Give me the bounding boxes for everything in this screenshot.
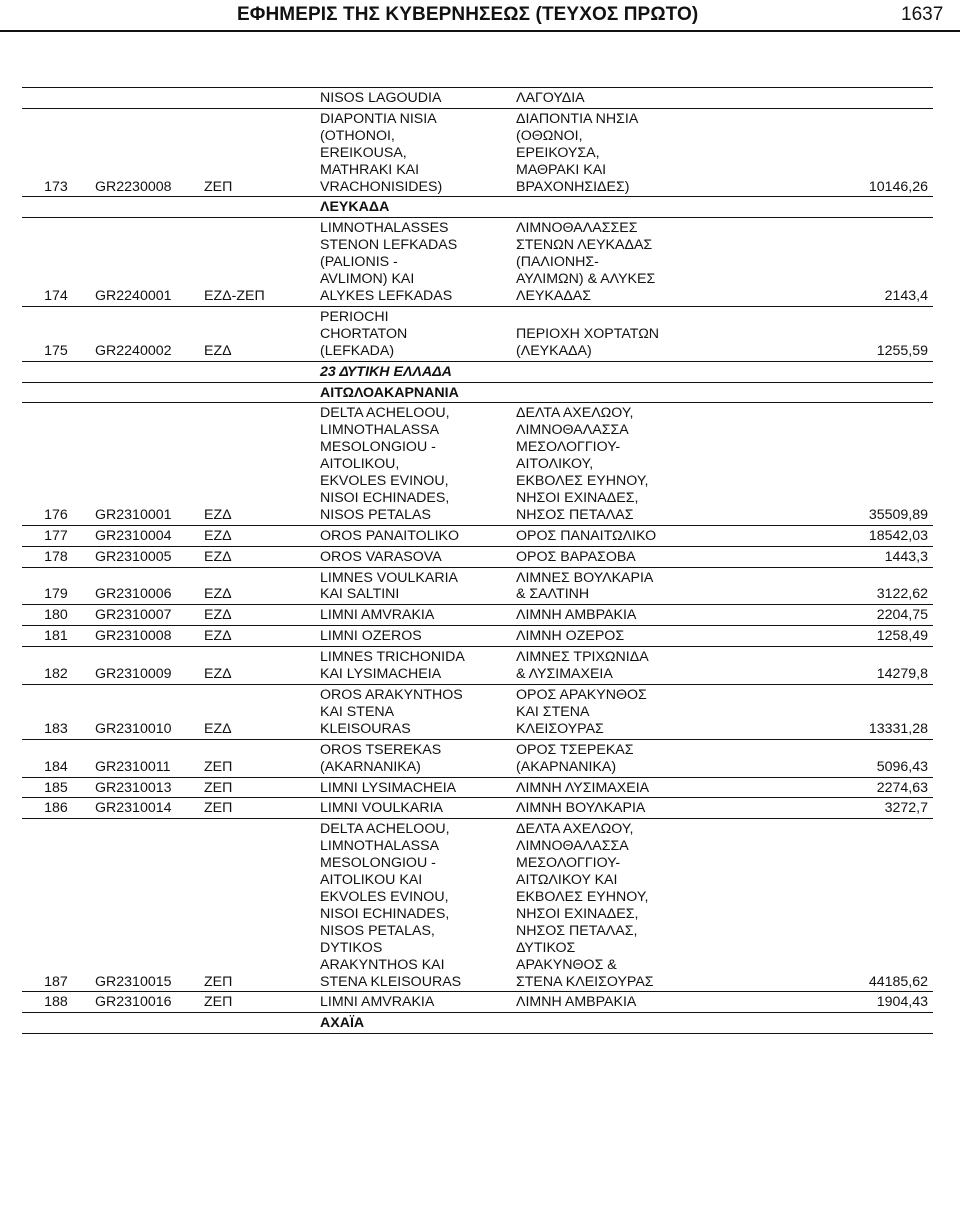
site-code: GR2310008: [95, 628, 172, 645]
site-number: 182: [44, 666, 68, 683]
site-name-latin: LIMNOTHALASSES STENON LEFKADAS (PALIONIS - AVLIMON) KAI ALYKES LEFKADAS: [320, 220, 458, 304]
region-row: [22, 197, 933, 218]
empty-cell: [511, 1013, 745, 1034]
site-name-latin: DELTA ACHELOOU, LIMNOTHALASSA MESOLONGIOU - AITOLIKOU KAI EKVOLES EVINOU, NISOI ECHINADES, NISOS PETALAS, DYTIKOS ARAKYNTHOS KAI STENA KLEISOURAS: [320, 821, 462, 990]
site-name-latin: DELTA ACHELOOU, LIMNOTHALASSA MESOLONGIOU - AITOLIKOU, EKVOLES EVINOU, NISOI ECHINADES, NISOS PETALAS: [320, 405, 450, 523]
site-name-greek: ΛΙΜΝΟΘΑΛΑΣΣΕΣ ΣΤΕΝΩΝ ΛΕΥΚΑΔΑΣ (ΠΑΛΙΟΝΗΣ- ΑΥΛΙΜΩΝ) & ΑΛΥΚΕΣ ΛΕΥΚΑΔΑΣ: [516, 220, 656, 304]
site-number: 185: [44, 779, 68, 796]
table-row: [22, 605, 933, 626]
gazette-title: ΕΦΗΜΕΡΙΣ ΤΗΣ ΚΥΒΕΡΝΗΣΕΩΣ (ΤΕΥΧΟΣ ΠΡΩΤΟ): [237, 4, 699, 25]
site-code: GR2240002: [95, 342, 172, 359]
site-area: 1904,43: [876, 994, 928, 1011]
empty-cell: [22, 197, 90, 218]
empty-cell: [199, 382, 315, 403]
empty-cell: [511, 382, 745, 403]
page-header: [0, 0, 960, 30]
site-area: 2143,4: [884, 287, 928, 304]
site-name-latin: DIAPONTIA NISIA (OTHONOI, EREIKOUSA, MATHRAKI KAI VRACHONISIDES): [320, 110, 443, 195]
site-name-greek: ΔΕΛΤΑ ΑΧΕΛΩΟΥ, ΛΙΜΝΟΘΑΛΑΣΣΑ ΜΕΣΟΛΟΓΓΙΟΥ- ΑΙΤΟΛΙΚΟΥ, ΕΚΒΟΛΕΣ ΕΥΗΝΟΥ, ΝΗΣΟΙ ΕΧΙΝΑΔΕΣ, ΝΗΣΟΣ ΠΕΤΑΛΑΣ: [516, 405, 649, 523]
site-name-latin: LIMNES TRICHONIDA KAI LYSIMACHEIA: [320, 649, 465, 683]
site-code: GR2310005: [95, 548, 172, 565]
empty-cell: [90, 197, 199, 218]
table-row: [22, 108, 933, 197]
site-code: GR2310006: [95, 586, 172, 603]
empty-cell: [511, 361, 745, 382]
site-code: GR2310016: [95, 994, 172, 1011]
site-area: 3122,62: [876, 586, 928, 603]
table-row: [22, 546, 933, 567]
site-code: GR2310010: [95, 720, 172, 737]
site-number: 184: [44, 758, 68, 775]
site-number: 176: [44, 506, 68, 523]
site-area: 1258,49: [876, 628, 928, 645]
table-row: [22, 403, 933, 525]
site-name-greek: ΛΙΜΝΕΣ ΤΡΙΧΩΝΙΔΑ & ΛΥΣΙΜΑΧΕΙΑ: [516, 649, 649, 683]
empty-cell: [745, 197, 933, 218]
site-number: 179: [44, 586, 68, 603]
empty-cell: [90, 382, 199, 403]
empty-cell: [22, 361, 90, 382]
table-row: [22, 647, 933, 685]
site-name-latin: LIMNI AMVRAKIA: [320, 994, 435, 1011]
site-code: GR2310015: [95, 973, 172, 990]
table-row: [22, 567, 933, 605]
site-area: 18542,03: [868, 527, 928, 544]
site-number: 178: [44, 548, 68, 565]
table-row: [22, 777, 933, 798]
site-name-greek: ΛΙΜΝΗ ΑΜΒΡΑΚΙΑ: [516, 607, 637, 624]
site-type: ΖΕΠ: [204, 758, 233, 775]
site-code: GR2310014: [95, 800, 172, 817]
site-number: 175: [44, 342, 68, 359]
site-name-greek: ΛΙΜΝΕΣ ΒΟΥΛΚΑΡΙΑ & ΣΑΛΤΙΝΗ: [516, 569, 654, 603]
site-number: 187: [44, 973, 68, 990]
site-number: [22, 88, 90, 109]
empty-cell: [90, 1013, 199, 1034]
site-number: 188: [44, 994, 68, 1011]
site-name-greek: ΟΡΟΣ ΑΡΑΚΥΝΘΟΣ ΚΑΙ ΣΤΕΝΑ ΚΛΕΙΣΟΥΡΑΣ: [516, 687, 647, 737]
site-type: ΖΕΠ: [204, 973, 233, 990]
subregion-row: [22, 361, 933, 382]
site-code: GR2230008: [95, 178, 172, 195]
site-type: ΖΕΠ: [204, 800, 233, 817]
table-row: [22, 819, 933, 992]
site-number: 181: [44, 628, 68, 645]
header-rule: [0, 30, 960, 32]
site-code: GR2310009: [95, 666, 172, 683]
site-name-greek: ΟΡΟΣ ΠΑΝΑΙΤΩΛΙΚΟ: [516, 527, 657, 544]
site-name-greek: ΔΕΛΤΑ ΑΧΕΛΩΟΥ, ΛΙΜΝΟΘΑΛΑΣΣΑ ΜΕΣΟΛΟΓΓΙΟΥ- ΑΙΤΩΛΙΚΟΥ ΚΑΙ ΕΚΒΟΛΕΣ ΕΥΗΝΟΥ, ΝΗΣΟΙ ΕΧΙΝΑΔΕΣ, ΝΗΣΟΣ ΠΕΤΑΛΑΣ, ΔΥΤΙΚΟΣ ΑΡΑΚΥΝΘΟΣ & ΣΤΕΝΑ ΚΛΕΙΣΟΥΡΑΣ: [516, 821, 654, 990]
protected-sites-table: [22, 87, 933, 1034]
empty-cell: [199, 361, 315, 382]
site-type: ΕΖΔ: [204, 506, 232, 523]
site-name-greek: ΟΡΟΣ ΒΑΡΑΣΟΒΑ: [516, 548, 636, 565]
site-number: 186: [44, 800, 68, 817]
site-name-greek: ΛΙΜΝΗ ΛΥΣΙΜΑΧΕΙΑ: [516, 779, 650, 796]
region-row: [22, 382, 933, 403]
site-number: 173: [44, 178, 68, 195]
site-type: ΖΕΠ: [204, 178, 233, 195]
site-area: 44185,62: [868, 973, 928, 990]
site-area: 3272,7: [884, 800, 928, 817]
site-name-latin: LIMNI OZEROS: [320, 628, 422, 645]
site-area: 2274,63: [876, 779, 928, 796]
empty-cell: [90, 361, 199, 382]
empty-cell: [22, 382, 90, 403]
site-name-greek: ΛΑΓΟΥΔΙΑ: [516, 90, 585, 106]
site-name-greek: ΠΕΡΙΟΧΗ ΧΟΡΤΑΤΩΝ (ΛΕΥΚΑΔΑ): [516, 325, 660, 359]
region-heading: ΑΧΑΪΑ: [320, 1015, 365, 1032]
empty-cell: [511, 197, 745, 218]
site-name-latin: OROS TSEREKAS (AKARNANIKA): [320, 741, 442, 775]
site-name-latin: LIMNI VOULKARIA: [320, 800, 443, 817]
site-area: 10146,26: [868, 178, 928, 195]
empty-cell: [745, 1013, 933, 1034]
region-heading: ΑΙΤΩΛΟΑΚΑΡΝΑΝΙΑ: [320, 384, 459, 401]
site-area: 13331,28: [868, 720, 928, 737]
site-name-greek: ΟΡΟΣ ΤΣΕΡΕΚΑΣ (ΑΚΑΡΝΑΝΙΚΑ): [516, 741, 634, 775]
table-row: [22, 218, 933, 307]
table-body: [22, 88, 933, 1034]
site-code: [90, 88, 199, 109]
site-type: ΖΕΠ: [204, 994, 233, 1011]
site-type: ΖΕΠ: [204, 779, 233, 796]
table-row: [22, 992, 933, 1013]
site-type: ΕΖΔ: [204, 607, 232, 624]
site-area: 14279,8: [876, 666, 928, 683]
site-number: 183: [44, 720, 68, 737]
site-area: 5096,43: [876, 758, 928, 775]
table-row: [22, 798, 933, 819]
site-name-latin: LIMNI AMVRAKIA: [320, 607, 435, 624]
empty-cell: [199, 1013, 315, 1034]
site-type: ΕΖΔ: [204, 548, 232, 565]
site-type: ΕΖΔ: [204, 342, 232, 359]
site-name-latin: LIMNES VOULKARIA KAI SALTINI: [320, 569, 458, 603]
site-name-latin: LIMNI LYSIMACHEIA: [320, 779, 457, 796]
table-row: [22, 626, 933, 647]
site-name-greek: ΛΙΜΝΗ ΑΜΒΡΑΚΙΑ: [516, 994, 637, 1011]
region-heading: ΛΕΥΚΑΔΑ: [320, 199, 390, 216]
site-area: 1255,59: [876, 342, 928, 359]
site-area: [745, 88, 933, 109]
site-area: 1443,3: [884, 548, 928, 565]
site-name-latin: OROS VARASOVA: [320, 548, 442, 565]
site-code: GR2310001: [95, 506, 172, 523]
site-area: 2204,75: [876, 607, 928, 624]
empty-cell: [199, 197, 315, 218]
empty-cell: [745, 361, 933, 382]
site-name-greek: ΛΙΜΝΗ ΟΖΕΡΟΣ: [516, 628, 625, 645]
site-code: GR2240001: [95, 287, 172, 304]
site-name-greek: ΛΙΜΝΗ ΒΟΥΛΚΑΡΙΑ: [516, 800, 646, 817]
site-type: ΕΖΔ: [204, 527, 232, 544]
region-row: [22, 1013, 933, 1034]
site-type: ΕΖΔ: [204, 586, 232, 603]
site-code: GR2310011: [95, 758, 171, 775]
site-name-latin: OROS PANAITOLIKO: [320, 527, 460, 544]
site-type: [199, 88, 315, 109]
table-row: [22, 525, 933, 546]
site-type: ΕΖΔ: [204, 666, 232, 683]
site-code: GR2310007: [95, 607, 172, 624]
table-row: [22, 739, 933, 777]
empty-cell: [745, 382, 933, 403]
site-name-latin: OROS ARAKYNTHOS KAI STENA KLEISOURAS: [320, 687, 463, 737]
table-row: [22, 306, 933, 361]
empty-cell: [22, 1013, 90, 1034]
site-type: ΕΖΔ: [204, 628, 232, 645]
site-number: 177: [44, 527, 68, 544]
site-code: GR2310004: [95, 527, 172, 544]
site-code: GR2310013: [95, 779, 172, 796]
table-row: [22, 685, 933, 740]
page-number: 1637: [901, 4, 944, 25]
site-area: 35509,89: [868, 506, 928, 523]
table-row: [22, 88, 933, 109]
site-number: 174: [44, 287, 68, 304]
site-name-greek: ΔΙΑΠΟΝΤΙΑ ΝΗΣΙΑ (ΟΘΩΝΟΙ, ΕΡΕΙΚΟΥΣΑ, ΜΑΘΡΑΚΙ ΚΑΙ ΒΡΑΧΟΝΗΣΙΔΕΣ): [516, 110, 639, 195]
site-type: ΕΖΔ-ΖΕΠ: [204, 287, 265, 304]
site-name-latin: PERIOCHI CHORTATON (LEFKADA): [320, 308, 408, 359]
subregion-heading: 23 ΔΥΤΙΚΗ ΕΛΛΑΔΑ: [320, 363, 452, 380]
site-type: ΕΖΔ: [204, 720, 232, 737]
site-number: 180: [44, 607, 68, 624]
site-name-latin: NISOS LAGOUDIA: [320, 90, 442, 106]
